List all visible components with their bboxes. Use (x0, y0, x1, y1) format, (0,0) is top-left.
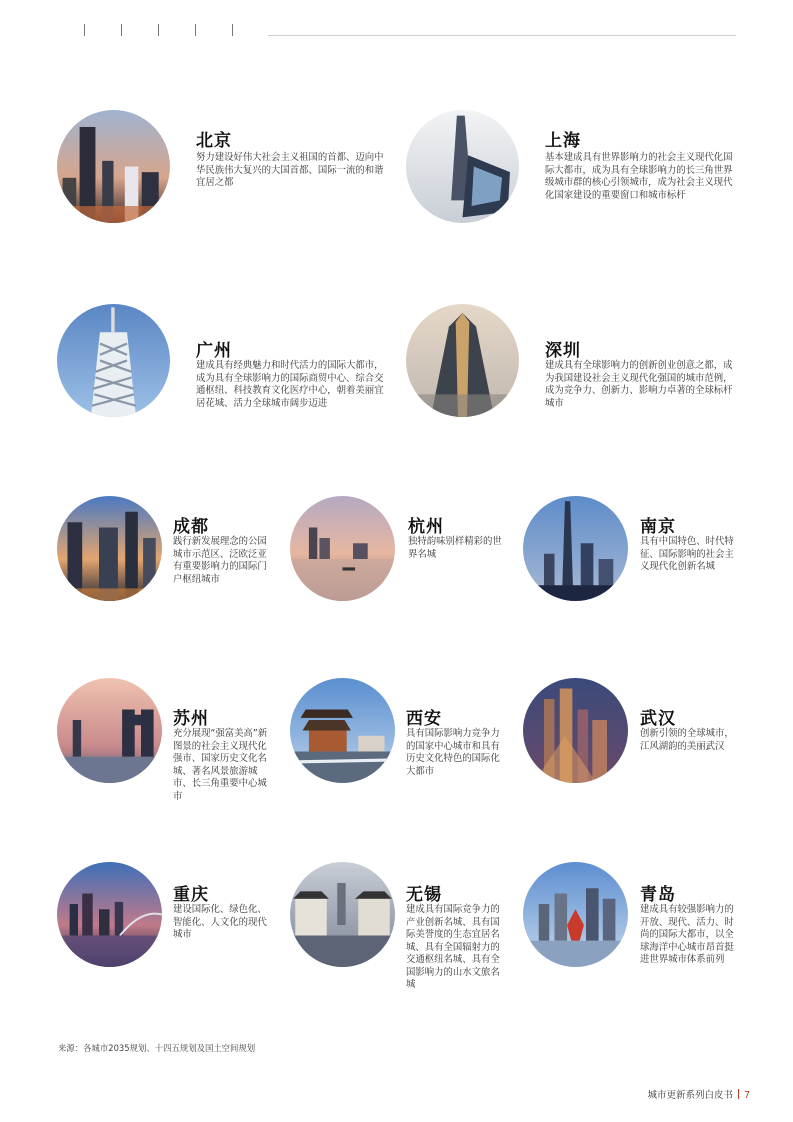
header-tick (121, 24, 122, 36)
header-tick (232, 24, 233, 36)
city-desc: 建成具有较强影响力的开放、现代、活力、时尚的国际大都市，以全球海洋中心城市昂首挺进世界城市体系前列 (640, 904, 734, 965)
city-name: 上海 (545, 131, 581, 151)
header-decoration (0, 24, 793, 40)
city-desc: 建成具有国际竞争力的产业创新名城、具有国际美誉度的生态宜居名城、具有全国辐射力的交通枢纽名城、具有全国影响力的山水文旅名城 (406, 904, 500, 990)
city-name: 青岛 (640, 885, 676, 905)
city-desc: 充分展现“强富美高”新图景的社会主义现代化强市、国家历史文化名城、著名风景旅游城市、长三角重要中心城市 (173, 728, 268, 802)
city-desc: 独特韵味别样精彩的世界名城 (408, 536, 502, 560)
city-desc: 践行新发展理念的公园城市示范区、泛欧泛亚有重要影响力的国际门户枢纽城市 (173, 536, 267, 585)
city-photo (57, 678, 162, 783)
city-desc: 努力建设好伟大社会主义祖国的首都、迈向中华民族伟大复兴的大国首都、国际一流的和谐宜居之都 (196, 152, 384, 188)
city-desc: 基本建成具有世界影响力的社会主义现代化国际大都市，成为具有全球影响力的长三角世界级城市群的核心引领城市，成为社会主义现代化国家建设的重要窗口和城市标杆 (545, 152, 733, 201)
footer-separator (738, 1089, 739, 1099)
footer-title: 城市更新系列白皮书 (647, 1090, 733, 1101)
city-name: 深圳 (545, 341, 581, 361)
city-name: 无锡 (406, 885, 442, 905)
city-desc: 建成具有全球影响力的创新创业创意之都，成为我国建设社会主义现代化强国的城市范例，成为竞争力、创新力、影响力卓著的全球标杆城市 (545, 360, 733, 409)
city-photo (290, 862, 395, 967)
city-name: 广州 (196, 341, 232, 361)
city-name: 南京 (640, 517, 676, 537)
city-photo (406, 304, 519, 417)
page-footer (600, 1087, 750, 1101)
city-desc: 具有国际影响力竞争力的国家中心城市和具有历史文化特色的国际化大都市 (406, 728, 500, 777)
city-photo (290, 678, 395, 783)
header-tick (84, 24, 85, 36)
city-name: 苏州 (173, 709, 209, 729)
city-photo (290, 496, 395, 601)
city-photo (523, 496, 628, 601)
header-tick (195, 24, 196, 36)
city-photo (57, 496, 162, 601)
city-name: 北京 (196, 131, 232, 151)
city-name: 武汉 (640, 709, 676, 729)
page-number: 7 (743, 1090, 750, 1101)
city-photo (57, 110, 170, 223)
city-photo (406, 110, 519, 223)
city-name: 成都 (173, 517, 209, 537)
header-rule (268, 35, 736, 36)
city-name: 西安 (406, 709, 442, 729)
city-photo (57, 304, 170, 417)
header-tick (158, 24, 159, 36)
city-desc: 具有中国特色、时代特征、国际影响的社会主义现代化创新名城 (640, 536, 734, 572)
city-photo (523, 862, 628, 967)
city-name: 杭州 (408, 517, 444, 537)
city-desc: 建成具有经典魅力和时代活力的国际大都市，成为具有全球影响力的国际商贸中心、综合交通枢纽、科技教育文化医疗中心，朝着美丽宜居花城、活力全球城市阔步迈进 (196, 360, 384, 409)
city-photo (523, 678, 628, 783)
city-desc: 建设国际化、绿色化、智能化、人文化的现代城市 (173, 904, 267, 940)
city-name: 重庆 (173, 885, 209, 905)
source-note: 来源：各城市2035规划、十四五规划及国土空间规划 (58, 1043, 256, 1053)
city-desc: 创新引领的全球城市，江风湖韵的美丽武汉 (640, 728, 734, 752)
city-photo (57, 862, 162, 967)
